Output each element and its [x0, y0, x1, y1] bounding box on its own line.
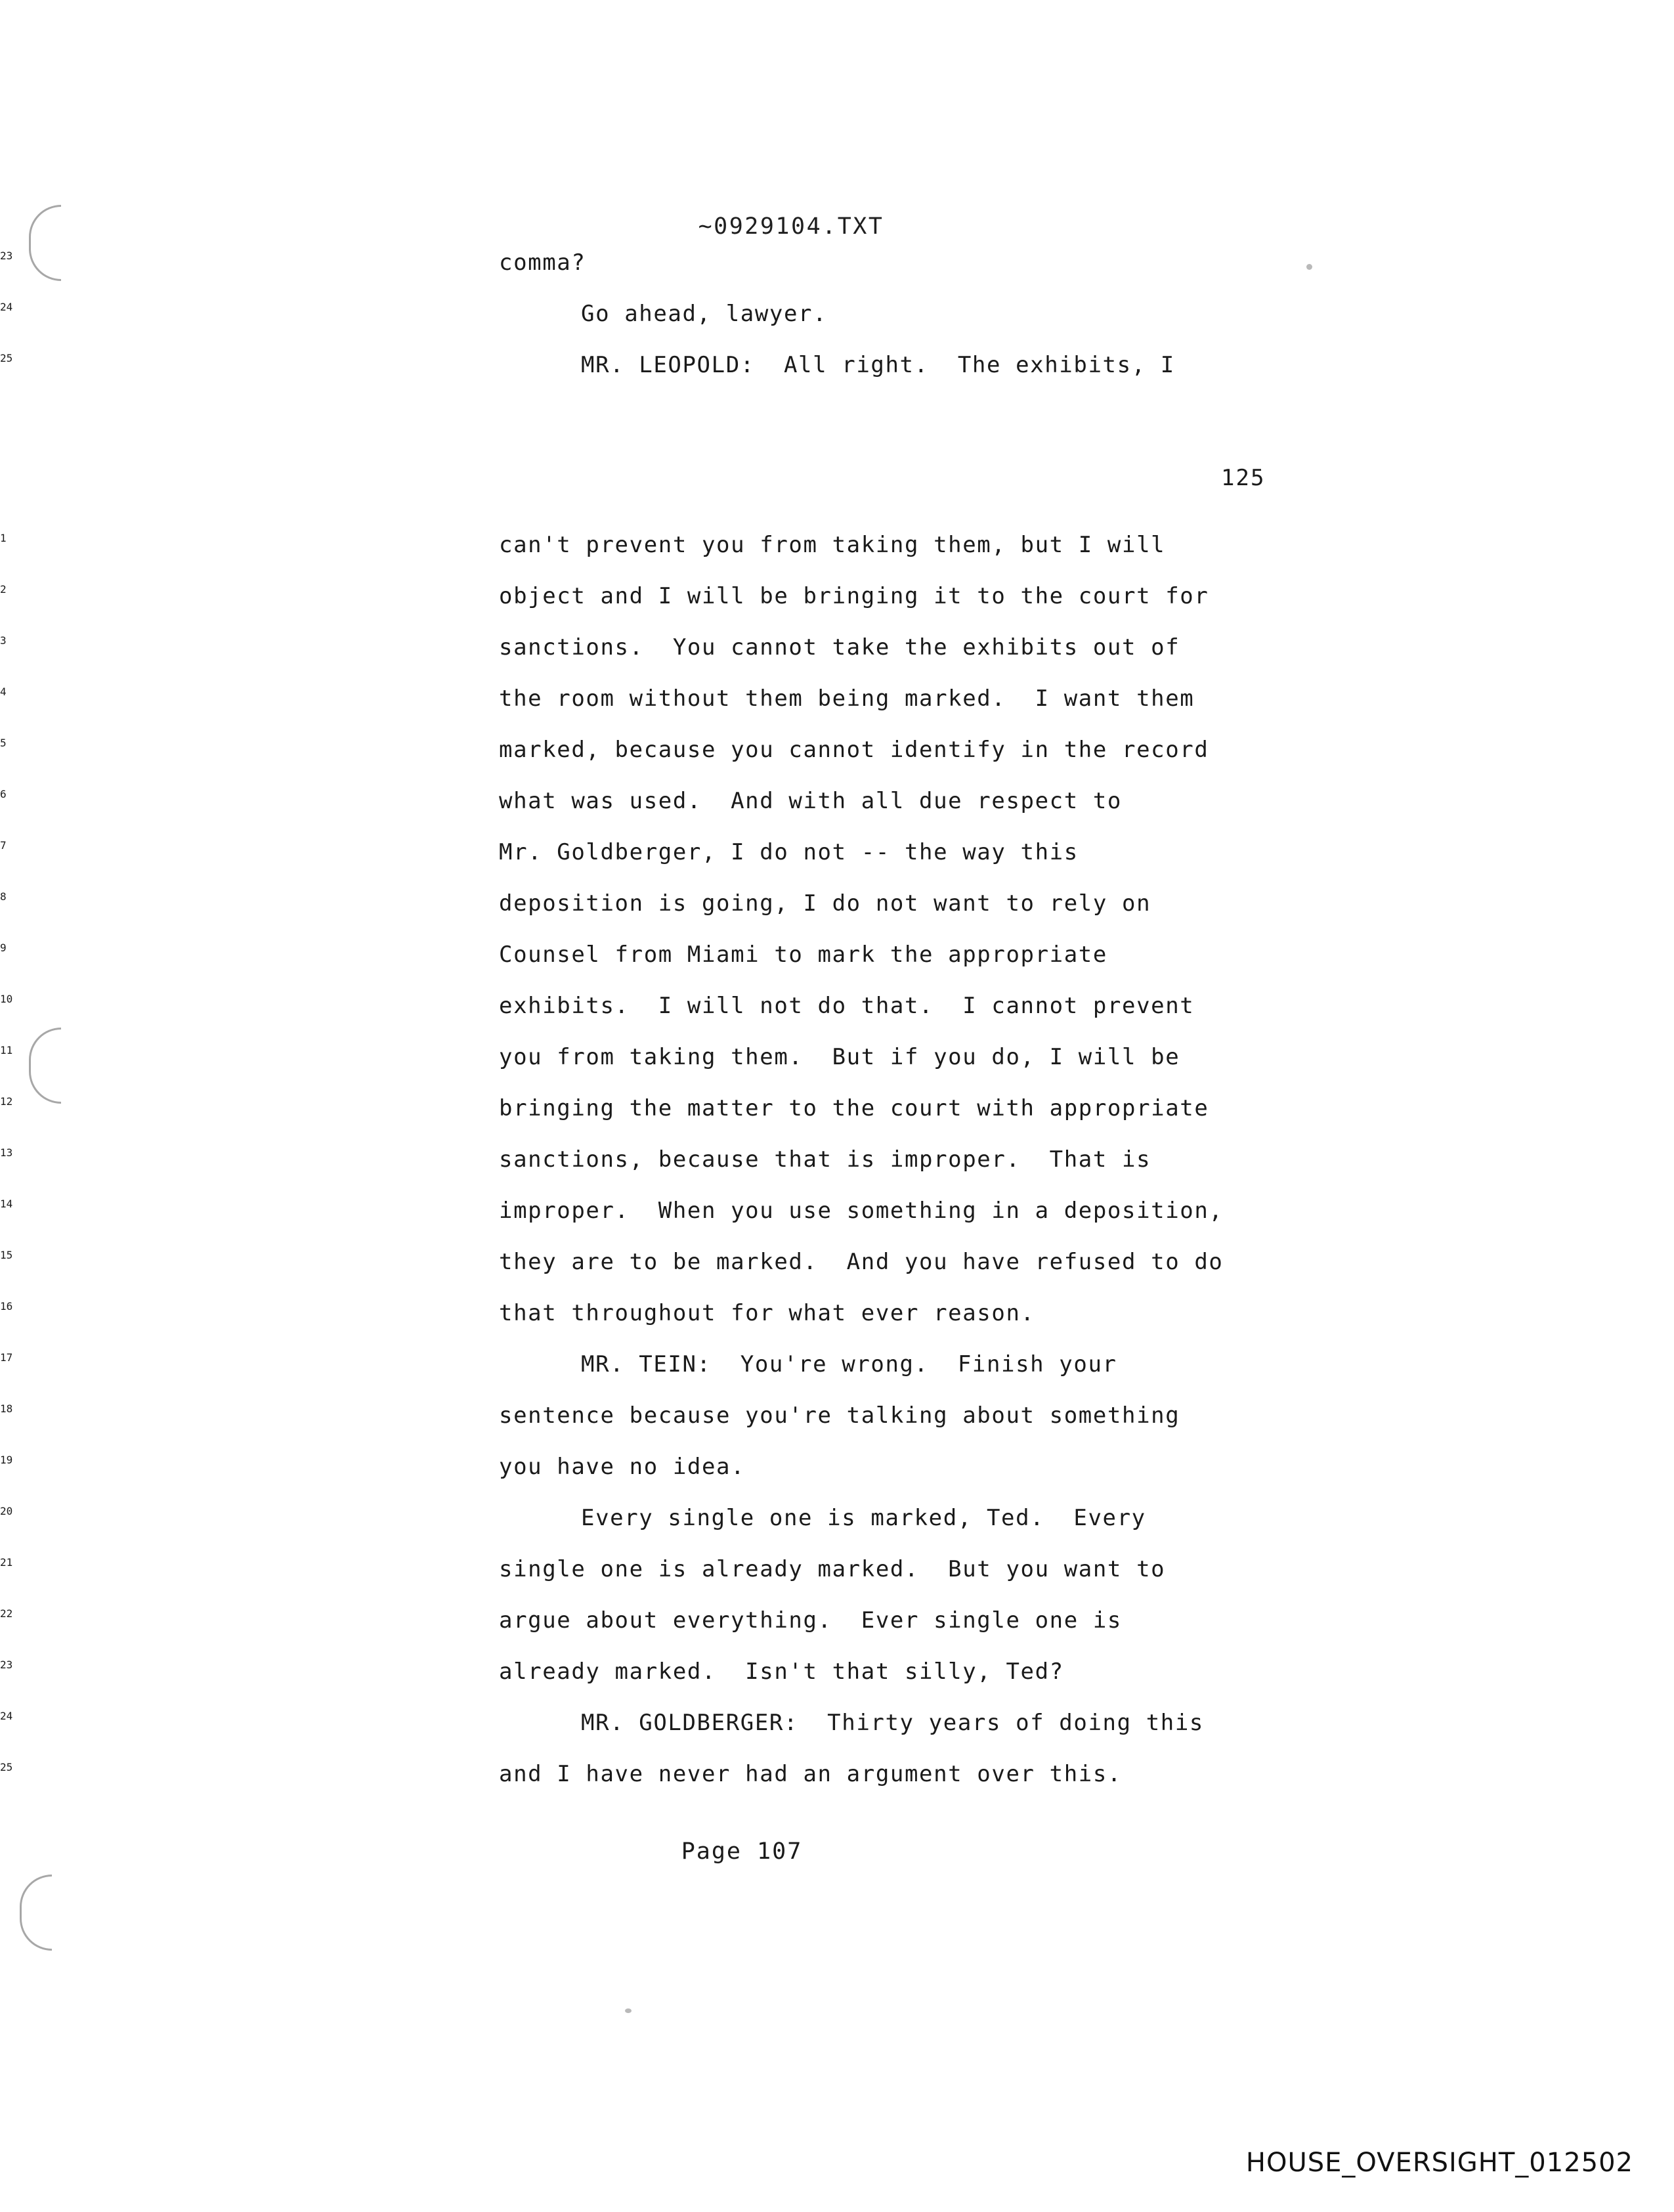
transcript-line — [0, 1146, 1674, 1198]
transcript-page-marker-row — [0, 453, 1674, 532]
transcript-line-text: you from taking them. But if you do, I will be — [499, 1044, 1180, 1070]
transcript-line — [0, 1659, 1674, 1710]
transcript-line-number: 10 — [0, 993, 13, 1005]
transcript-line-text: what was used. And with all due respect to — [499, 788, 1122, 814]
transcript-line-text: argue about everything. Ever single one is — [499, 1607, 1122, 1634]
footer-page-label-wrap — [0, 1838, 1674, 1865]
transcript-line-number: 25 — [0, 352, 13, 364]
transcript-line-number: 23 — [0, 249, 13, 262]
transcript-line — [0, 890, 1674, 942]
transcript-line-text: exhibits. I will not do that. I cannot prevent — [499, 993, 1195, 1019]
transcript-line-text: sanctions, because that is improper. That is — [499, 1146, 1151, 1173]
transcript-line-text: and I have never had an argument over this. — [499, 1761, 1122, 1787]
transcript-line — [0, 532, 1674, 583]
transcript-body — [0, 249, 1674, 1812]
transcript-line-number: 19 — [0, 1454, 13, 1466]
transcript-line-number: 8 — [0, 890, 7, 903]
transcript-line — [0, 1095, 1674, 1146]
transcript-line — [0, 1454, 1674, 1505]
transcript-line — [0, 1556, 1674, 1607]
transcript-page-marker: 125 — [1221, 465, 1266, 491]
transcript-line — [0, 1607, 1674, 1659]
transcript-line-number: 23 — [0, 1659, 13, 1671]
transcript-line-number: 6 — [0, 788, 7, 800]
transcript-line-text: marked, because you cannot identify in the record — [499, 737, 1209, 763]
bates-stamp: HOUSE_OVERSIGHT_012502 — [1245, 2148, 1633, 2178]
transcript-line-text: single one is already marked. But you want to — [499, 1556, 1166, 1582]
transcript-line-number: 11 — [0, 1044, 13, 1056]
transcript-line-text: Counsel from Miami to mark the appropriate — [499, 942, 1107, 968]
transcript-line — [0, 993, 1674, 1044]
transcript-line-number: 1 — [0, 532, 7, 544]
binding-hole-mark — [20, 1875, 52, 1951]
transcript-line-text: deposition is going, I do not want to rely on — [499, 890, 1151, 917]
block-spacer — [0, 428, 1674, 453]
transcript-line — [0, 1505, 1674, 1556]
transcript-line-text: Every single one is marked, Ted. Every — [581, 1505, 1146, 1531]
transcript-line — [0, 583, 1674, 634]
block-spacer — [0, 403, 1674, 428]
transcript-line-number: 13 — [0, 1146, 13, 1159]
transcript-line-text: Mr. Goldberger, I do not -- the way this — [499, 839, 1079, 865]
transcript-line-number: 17 — [0, 1351, 13, 1364]
transcript-line-text: MR. GOLDBERGER: Thirty years of doing this — [581, 1710, 1204, 1736]
transcript-line — [0, 737, 1674, 788]
transcript-line-text: bringing the matter to the court with appropriate — [499, 1095, 1209, 1121]
transcript-line — [0, 1249, 1674, 1300]
transcript-line-number: 22 — [0, 1607, 13, 1620]
transcript-line-number: 14 — [0, 1198, 13, 1210]
transcript-line-text: MR. LEOPOLD: All right. The exhibits, I — [581, 352, 1175, 378]
transcript-line — [0, 1402, 1674, 1454]
scan-speck — [625, 2008, 632, 2013]
transcript-line-number: 12 — [0, 1095, 13, 1108]
transcript-line-number: 25 — [0, 1761, 13, 1773]
transcript-line-text: sentence because you're talking about something — [499, 1402, 1180, 1429]
transcript-line-number: 18 — [0, 1402, 13, 1415]
transcript-line — [0, 1044, 1674, 1095]
transcript-line-text: the room without them being marked. I want them — [499, 685, 1195, 712]
transcript-line — [0, 788, 1674, 839]
transcript-line-text: improper. When you use something in a deposition, — [499, 1198, 1224, 1224]
transcript-line-text: object and I will be bringing it to the court for — [499, 583, 1209, 609]
transcript-line — [0, 1710, 1674, 1761]
transcript-line — [0, 634, 1674, 685]
transcript-line-number: 24 — [0, 301, 13, 313]
transcript-line-number: 21 — [0, 1556, 13, 1569]
transcript-line-text: that throughout for what ever reason. — [499, 1300, 1035, 1326]
transcript-line-text: comma? — [499, 249, 586, 276]
transcript-line-number: 9 — [0, 942, 7, 954]
transcript-line-number: 3 — [0, 634, 7, 647]
transcript-line-number: 2 — [0, 583, 7, 596]
footer-page-label: Page 107 — [681, 1838, 803, 1865]
transcript-line-text: sanctions. You cannot take the exhibits out of — [499, 634, 1180, 661]
transcript-line-text: can't prevent you from taking them, but I will — [499, 532, 1166, 558]
transcript-line-number: 24 — [0, 1710, 13, 1722]
transcript-file-header — [0, 213, 1674, 240]
transcript-line-number: 5 — [0, 737, 7, 749]
transcript-line — [0, 685, 1674, 737]
transcript-line-number: 16 — [0, 1300, 13, 1312]
transcript-line-number: 4 — [0, 685, 7, 698]
transcript-line — [0, 1351, 1674, 1402]
transcript-line — [0, 1198, 1674, 1249]
transcript-file-name: ~0929104.TXT — [698, 213, 884, 240]
transcript-top-block — [0, 249, 1674, 403]
transcript-line — [0, 352, 1674, 403]
transcript-line-text: they are to be marked. And you have refused to do — [499, 1249, 1224, 1275]
transcript-line-number: 7 — [0, 839, 7, 852]
transcript-line — [0, 249, 1674, 301]
transcript-line — [0, 1300, 1674, 1351]
transcript-line-text: Go ahead, lawyer. — [581, 301, 828, 327]
transcript-main-block — [0, 532, 1674, 1812]
transcript-line — [0, 839, 1674, 890]
transcript-line — [0, 942, 1674, 993]
transcript-line-text: already marked. Isn't that silly, Ted? — [499, 1659, 1064, 1685]
transcript-line-text: MR. TEIN: You're wrong. Finish your — [581, 1351, 1117, 1377]
transcript-line-text: you have no idea. — [499, 1454, 746, 1480]
transcript-line — [0, 301, 1674, 352]
transcript-line — [0, 1761, 1674, 1812]
transcript-line-number: 15 — [0, 1249, 13, 1261]
transcript-line-number: 20 — [0, 1505, 13, 1517]
